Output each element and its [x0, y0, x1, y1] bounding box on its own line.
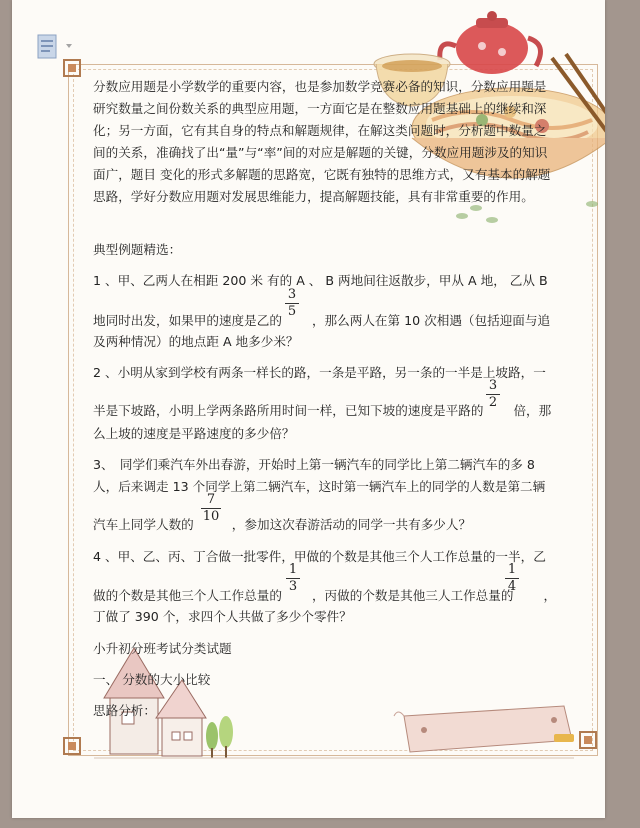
fraction-7-10: 7 10 [202, 492, 220, 524]
question-3-text: 汽车上同学人数的 [93, 517, 194, 532]
frame-corner-ornament [62, 58, 82, 78]
document-icon[interactable] [36, 34, 90, 60]
question-4-line-1: 4 、甲、乙、丙、丁合做一批零件，甲做的个数是其他三个人工作总量的一半，乙 [93, 549, 546, 564]
question-3-line-2: 人，后来调走 13 个同学上第二辆汽车，这时第一辆汽车上的同学的人数是第二辆 [93, 479, 546, 494]
question-1-text: ，那么两人在第 10 次相遇（包括迎面与追 [311, 313, 551, 328]
question-1-line-2 [93, 310, 550, 329]
question-2-text: 半是下坡路，小明上学两条路所用时间一样，已知下坡的速度是平路的 [93, 403, 484, 418]
question-2-text: 倍，那 [513, 403, 552, 418]
question-4-text: ，丙做的个数是其他三人工作总量的 [311, 588, 514, 603]
question-4-line-3: 丁做了 390 个，求四个人共做了多少个零件？ [93, 609, 352, 624]
fraction-3-5: 3 5 [283, 288, 301, 319]
topic-heading: 一、 分数的大小比较 [93, 672, 211, 687]
frame-corner-ornament [62, 736, 82, 756]
question-2-line-3: 么上坡的速度是平路速度的多少倍？ [93, 426, 295, 441]
section-heading: 典型例题精选： [93, 242, 182, 257]
fraction-1-3: 1 3 [284, 563, 302, 594]
intro-paragraph: 分数应用题是小学数学的重要内容，也是参加数学竞赛必备的知识，分数应用题是研究数量之间份数关系的典型应用题，一方面它是在整数应用题基础上的继续和深化；另一方面，它有其自身的特点和解题规律，在解这类问题时，分析题中数量之间的关系，准确找了出“量”与“率”间的对应是解题的关键，分数应用题涉及的知识面广，题目 变化的形式多解题的思路宽，它既有独特的思维方式，又有基本的解题思路，学好分数应用题对发展思维能力，提高解题技能，具有非常重要的作用。 [93, 79, 551, 204]
exam-section-title: 小升初分班考试分类试题 [93, 641, 232, 656]
village-illustration [94, 640, 605, 780]
teapot-icon [440, 11, 541, 74]
analysis-label: 思路分析： [93, 703, 156, 718]
question-1-line-1: 1 、甲、乙两人在相距 200 米 有的 A 、 B 两地间往返散步，甲从 A 地， 乙从 B [93, 273, 548, 288]
fence-banner-icon [394, 706, 574, 752]
question-2-line-2 [93, 400, 551, 419]
question-3-text: ，参加这次春游活动的同学一共有多少人？ [231, 517, 472, 532]
question-3-line-1: 3、 同学们乘汽车外出春游，开始时上第一辆汽车的同学比上第二辆汽车的多 8 [93, 457, 535, 472]
question-4-text: 做的个数是其他三个人工作总量的 [93, 588, 282, 603]
fraction-1-4: 1 4 [503, 563, 521, 594]
question-4-text: ， [543, 588, 557, 603]
question-1-line-3: 及两种情况）的地点距 A 地多少米？ [93, 334, 299, 349]
question-1-text: 地同时出发，如果甲的速度是乙的 [93, 313, 282, 328]
question-3-line-3 [93, 514, 471, 533]
question-2-line-1: 2 、小明从家到学校有两条一样长的路，一条是平路，另一条的一半是上坡路，一 [93, 365, 546, 380]
question-4-line-2 [93, 585, 556, 604]
fraction-3-2: 3 2 [484, 379, 502, 410]
tree-icon [206, 716, 233, 758]
